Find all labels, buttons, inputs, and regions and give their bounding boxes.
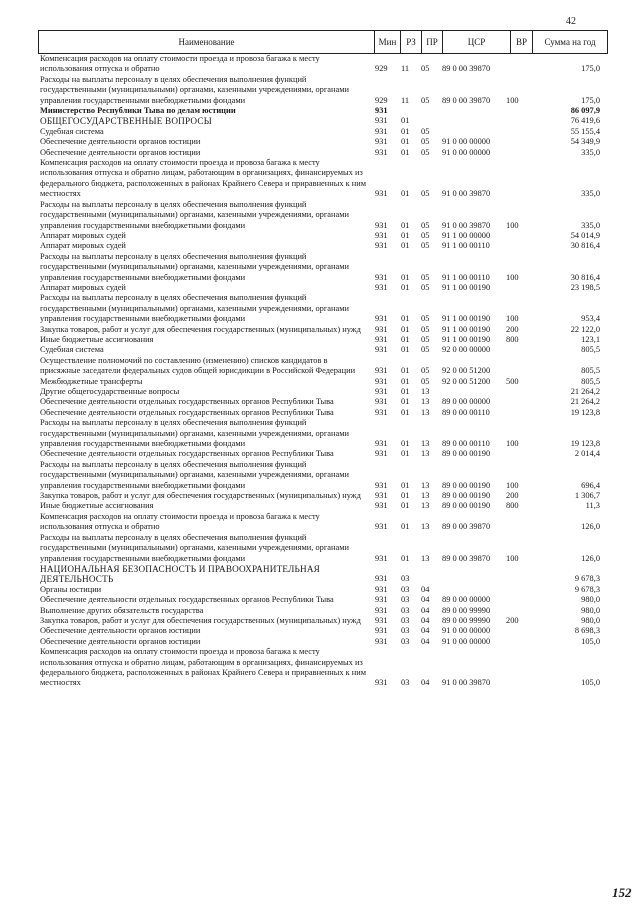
cell-csr: 92 0 00 51200 [442, 376, 491, 386]
cell-rz: 03 [401, 595, 410, 605]
cell-min: 931 [375, 230, 388, 240]
cell-pr: 13 [421, 501, 430, 511]
table-row [38, 148, 608, 158]
cell-vr: 800 [506, 334, 519, 344]
cell-min: 931 [375, 626, 388, 636]
cell-min: 931 [375, 220, 388, 230]
cell-csr: 89 0 00 39870 [442, 64, 491, 74]
cell-name: Обеспечение деятельности органов юстиции [40, 636, 201, 646]
cell-csr: 91 1 00 00190 [442, 334, 491, 344]
cell-sum: 55 155,4 [570, 126, 600, 136]
cell-sum: 805,5 [581, 345, 600, 355]
cell-csr: 91 0 00 39870 [442, 189, 491, 199]
cell-min: 931 [375, 137, 388, 147]
cell-vr: 200 [506, 324, 519, 334]
header-sum: Сумма на год [532, 31, 607, 53]
cell-min: 931 [375, 480, 388, 490]
cell-min: 931 [375, 522, 388, 532]
cell-rz: 01 [401, 397, 410, 407]
cell-min: 931 [375, 491, 388, 501]
header-vr: ВР [510, 31, 532, 53]
cell-csr: 89 0 00 99990 [442, 605, 491, 615]
cell-min: 931 [375, 584, 388, 594]
cell-min: 931 [375, 189, 388, 199]
cell-csr: 92 0 00 51200 [442, 366, 491, 376]
cell-rz: 03 [401, 678, 410, 688]
cell-sum: 175,0 [581, 95, 600, 105]
cell-name: Расходы на выплаты персоналу в целях обеспечения выполнения функций государственными (муниципальными) органами, казенными учреждениями, органами управления государственными внебюджетными фондами [40, 293, 349, 324]
table-row [38, 564, 608, 585]
cell-rz: 03 [401, 605, 410, 615]
cell-sum: 126,0 [581, 522, 600, 532]
cell-pr: 05 [421, 376, 430, 386]
table-row [38, 106, 608, 116]
cell-sum: 30 816,4 [570, 272, 600, 282]
cell-min: 931 [375, 345, 388, 355]
cell-min: 931 [375, 334, 388, 344]
cell-rz: 01 [401, 345, 410, 355]
table-row [38, 585, 608, 595]
cell-csr: 91 0 00 39870 [442, 220, 491, 230]
cell-sum: 696,4 [581, 480, 600, 490]
cell-name: Судебная система [40, 126, 104, 136]
cell-vr: 200 [506, 491, 519, 501]
cell-name: Расходы на выплаты персоналу в целях обеспечения выполнения функций государственными (муниципальными) органами, казенными учреждениями, органами управления государственными внебюджетными фондами [40, 199, 349, 230]
cell-name: ОБЩЕГОСУДАРСТВЕННЫЕ ВОПРОСЫ [40, 116, 212, 127]
cell-rz: 01 [401, 334, 410, 344]
cell-sum: 54 014,9 [570, 230, 600, 240]
cell-pr: 05 [421, 314, 430, 324]
cell-pr: 13 [421, 407, 430, 417]
cell-rz: 01 [401, 553, 410, 563]
cell-rz: 01 [401, 220, 410, 230]
cell-rz: 01 [401, 449, 410, 459]
cell-min: 931 [375, 636, 388, 646]
cell-csr: 89 0 00 00000 [442, 397, 491, 407]
cell-sum: 335,0 [581, 147, 600, 157]
cell-csr: 91 1 00 00000 [442, 230, 491, 240]
cell-pr: 04 [421, 615, 430, 625]
cell-pr: 05 [421, 126, 430, 136]
cell-sum: 105,0 [581, 636, 600, 646]
cell-pr: 05 [421, 230, 430, 240]
cell-vr: 100 [506, 220, 519, 230]
header-csr: ЦСР [442, 31, 510, 53]
cell-name: Компенсация расходов на оплату стоимости проезда и провоза багажа к месту использования отпуска и обратно [40, 54, 320, 74]
cell-pr: 04 [421, 605, 430, 615]
cell-min: 931 [375, 376, 388, 386]
table-row [38, 418, 608, 449]
cell-rz: 01 [401, 272, 410, 282]
header-pr: ПР [421, 31, 442, 53]
cell-sum: 953,4 [581, 314, 600, 324]
cell-min: 931 [375, 126, 388, 136]
header-name: Наименование [178, 37, 235, 47]
cell-name: Закупка товаров, работ и услуг для обеспечения государственных (муниципальных) нужд [40, 324, 361, 334]
table-row [38, 626, 608, 636]
cell-csr: 91 0 00 00000 [442, 147, 491, 157]
table-row [38, 252, 608, 283]
cell-min: 931 [375, 314, 388, 324]
cell-name: Министерство Республики Тыва по делам юстиции [40, 106, 236, 116]
cell-rz: 01 [401, 147, 410, 157]
cell-csr: 91 1 00 00110 [442, 272, 490, 282]
header-rz: РЗ [400, 31, 421, 53]
cell-pr: 04 [421, 678, 430, 688]
cell-sum: 335,0 [581, 220, 600, 230]
table-row [38, 606, 608, 616]
cell-rz: 03 [401, 626, 410, 636]
cell-sum: 23 198,5 [570, 282, 600, 292]
cell-csr: 89 0 00 00110 [442, 407, 490, 417]
table-row [38, 637, 608, 647]
cell-vr: 100 [506, 480, 519, 490]
cell-rz: 01 [401, 230, 410, 240]
cell-name: Аппарат мировых судей [40, 230, 126, 240]
cell-rz: 01 [401, 324, 410, 334]
table-row [38, 408, 608, 418]
cell-vr: 800 [506, 501, 519, 511]
cell-rz: 03 [401, 584, 410, 594]
cell-min: 931 [375, 501, 388, 511]
table-row [38, 647, 608, 689]
cell-min: 931 [375, 241, 388, 251]
cell-rz: 01 [401, 116, 410, 126]
cell-csr: 89 0 00 00190 [442, 501, 491, 511]
cell-rz: 01 [401, 137, 410, 147]
table-row [38, 293, 608, 324]
cell-pr: 05 [421, 345, 430, 355]
cell-pr: 05 [421, 366, 430, 376]
cell-name: Аппарат мировых судей [40, 241, 126, 251]
cell-csr: 89 0 00 39870 [442, 522, 491, 532]
table-row [38, 491, 608, 501]
cell-pr: 04 [421, 626, 430, 636]
cell-min: 931 [375, 147, 388, 157]
cell-pr: 05 [421, 272, 430, 282]
cell-rz: 01 [401, 491, 410, 501]
cell-sum: 9 678,3 [574, 584, 600, 594]
cell-name: Расходы на выплаты персоналу в целях обеспечения выполнения функций государственными (муниципальными) органами, казенными учреждениями, органами управления государственными внебюджетными фондами [40, 532, 349, 563]
cell-rz: 01 [401, 376, 410, 386]
cell-rz: 03 [401, 636, 410, 646]
cell-min: 931 [375, 116, 388, 126]
cell-vr: 500 [506, 376, 519, 386]
cell-min: 931 [375, 615, 388, 625]
table-row [38, 75, 608, 106]
table-header [38, 30, 608, 54]
cell-rz: 01 [401, 501, 410, 511]
cell-sum: 54 349,9 [570, 137, 600, 147]
table-row [38, 127, 608, 137]
cell-min: 929 [375, 64, 388, 74]
cell-name: Закупка товаров, работ и услуг для обеспечения государственных (муниципальных) нужд [40, 491, 361, 501]
cell-sum: 123,1 [581, 334, 600, 344]
cell-name: Обеспечение деятельности отдельных государственных органов Республики Тыва [40, 397, 334, 407]
cell-name: Органы юстиции [40, 584, 102, 594]
table-row [38, 449, 608, 459]
cell-pr: 13 [421, 491, 430, 501]
table-row [38, 116, 608, 126]
table-row [38, 345, 608, 355]
table-row [38, 137, 608, 147]
cell-pr: 13 [421, 480, 430, 490]
cell-min: 931 [375, 106, 388, 116]
cell-sum: 980,0 [581, 605, 600, 615]
table-row [38, 283, 608, 293]
cell-min: 929 [375, 95, 388, 105]
cell-rz: 01 [401, 126, 410, 136]
cell-pr: 05 [421, 241, 430, 251]
cell-name: Обеспечение деятельности отдельных государственных органов Республики Тыва [40, 407, 334, 417]
cell-name: Обеспечение деятельности отдельных государственных органов Республики Тыва [40, 595, 334, 605]
cell-rz: 11 [401, 64, 410, 74]
cell-min: 931 [375, 449, 388, 459]
cell-pr: 04 [421, 595, 430, 605]
cell-name: Иные бюджетные ассигнования [40, 334, 154, 344]
cell-pr: 05 [421, 64, 430, 74]
cell-sum: 21 264,2 [570, 387, 600, 396]
table-row [38, 595, 608, 605]
cell-name: Расходы на выплаты персоналу в целях обеспечения выполнения функций государственными (муниципальными) органами, казенными учреждениями, органами управления государственными внебюджетными фондами [40, 418, 349, 449]
table-row [38, 231, 608, 241]
cell-min: 931 [375, 595, 388, 605]
cell-pr: 05 [421, 282, 430, 292]
cell-csr: 89 0 00 00190 [442, 491, 491, 501]
cell-vr: 100 [506, 272, 519, 282]
cell-min: 931 [375, 553, 388, 563]
cell-pr: 05 [421, 137, 430, 147]
table-row [38, 533, 608, 564]
cell-min: 931 [375, 407, 388, 417]
table-row [38, 616, 608, 626]
cell-sum: 980,0 [581, 595, 600, 605]
cell-rz: 01 [401, 439, 410, 449]
table-row [38, 387, 608, 397]
cell-pr: 05 [421, 147, 430, 157]
cell-vr: 100 [506, 553, 519, 563]
cell-pr: 13 [421, 439, 430, 449]
cell-pr: 05 [421, 95, 430, 105]
cell-sum: 805,5 [581, 376, 600, 386]
cell-rz: 01 [401, 241, 410, 251]
table-row [38, 200, 608, 231]
cell-rz: 03 [401, 574, 410, 584]
cell-sum: 76 419,6 [570, 116, 600, 126]
cell-csr: 91 0 00 00000 [442, 636, 491, 646]
table-row [38, 335, 608, 345]
cell-vr: 200 [506, 615, 519, 625]
cell-min: 931 [375, 282, 388, 292]
cell-name: Закупка товаров, работ и услуг для обеспечения государственных (муниципальных) нужд [40, 615, 361, 625]
cell-name: Обеспечение деятельности органов юстиции [40, 147, 201, 157]
cell-pr: 04 [421, 584, 430, 594]
cell-sum: 22 122,0 [570, 324, 600, 334]
cell-name: Выполнение других обязательств государства [40, 605, 204, 615]
cell-min: 931 [375, 678, 388, 688]
cell-vr: 100 [506, 439, 519, 449]
cell-min: 931 [375, 366, 388, 376]
cell-csr: 91 0 00 39870 [442, 678, 491, 688]
cell-pr: 05 [421, 334, 430, 344]
cell-csr: 89 0 00 00000 [442, 595, 491, 605]
cell-min: 931 [375, 574, 388, 584]
cell-pr: 13 [421, 553, 430, 563]
cell-sum: 21 264,2 [570, 397, 600, 407]
cell-pr: 05 [421, 189, 430, 199]
table-row [38, 512, 608, 533]
cell-sum: 19 123,8 [570, 407, 600, 417]
cell-name: Расходы на выплаты персоналу в целях обеспечения выполнения функций государственными (муниципальными) органами, казенными учреждениями, органами управления государственными внебюджетными фондами [40, 74, 349, 105]
cell-rz: 01 [401, 282, 410, 292]
cell-min: 931 [375, 324, 388, 334]
cell-csr: 89 0 00 00190 [442, 480, 491, 490]
cell-csr: 89 0 00 39870 [442, 95, 491, 105]
cell-csr: 89 0 00 99990 [442, 615, 491, 625]
cell-csr: 91 1 00 00190 [442, 314, 491, 324]
cell-sum: 1 306,7 [574, 491, 600, 501]
header-min: Мин [374, 31, 400, 53]
table-row [38, 460, 608, 491]
cell-csr: 91 0 00 00000 [442, 137, 491, 147]
cell-pr: 13 [421, 387, 430, 396]
cell-min: 931 [375, 439, 388, 449]
cell-name: Осуществление полномочий по составлению (изменению) списков кандидатов в присяжные заседатели федеральных судов общей юрисдикции в Российской Федерации [40, 355, 356, 376]
cell-name: Межбюджетные трансферты [40, 376, 143, 386]
cell-rz: 01 [401, 314, 410, 324]
cell-sum: 9 678,3 [574, 574, 600, 584]
cell-sum: 86 097,9 [570, 106, 600, 116]
cell-rz: 03 [401, 615, 410, 625]
cell-sum: 335,0 [581, 189, 600, 199]
table-row [38, 501, 608, 511]
cell-pr: 05 [421, 220, 430, 230]
cell-rz: 01 [401, 480, 410, 490]
cell-csr: 89 0 00 00190 [442, 449, 491, 459]
cell-csr: 91 0 00 00000 [442, 626, 491, 636]
table-row [38, 377, 608, 387]
cell-sum: 8 698,3 [574, 626, 600, 636]
budget-table [38, 30, 608, 689]
table-row [38, 158, 608, 200]
cell-min: 931 [375, 397, 388, 407]
cell-name: Судебная система [40, 345, 104, 355]
cell-sum: 805,5 [581, 366, 600, 376]
cell-name: Обеспечение деятельности органов юстиции [40, 137, 201, 147]
table-body [38, 54, 608, 689]
cell-csr: 91 1 00 00190 [442, 324, 491, 334]
cell-name: Расходы на выплаты персоналу в целях обеспечения выполнения функций государственными (муниципальными) органами, казенными учреждениями, органами управления государственными внебюджетными фондами [40, 459, 349, 490]
cell-rz: 01 [401, 407, 410, 417]
cell-sum: 19 123,8 [570, 439, 600, 449]
table-row [38, 356, 608, 377]
cell-sum: 30 816,4 [570, 241, 600, 251]
cell-pr: 04 [421, 636, 430, 646]
cell-name: Обеспечение деятельности отдельных государственных органов Республики Тыва [40, 449, 334, 459]
cell-name: Аппарат мировых судей [40, 282, 126, 292]
cell-name: Обеспечение деятельности органов юстиции [40, 626, 201, 636]
cell-csr: 91 1 00 00190 [442, 282, 491, 292]
cell-name: Компенсация расходов на оплату стоимости проезда и провоза багажа к месту использования отпуска и обратно [40, 511, 320, 532]
cell-name: Компенсация расходов на оплату стоимости проезда и провоза багажа к месту использования отпуска и обратно лицам, работающим в организациях, финансируемых из федерального бюджета, расположенных в районах Крайнего Севера и приравненных к ним местностях [40, 647, 367, 688]
cell-rz: 11 [401, 95, 410, 105]
cell-rz: 01 [401, 189, 410, 199]
table-row [38, 241, 608, 251]
table-row [38, 54, 608, 75]
cell-rz: 01 [401, 387, 410, 396]
cell-sum: 126,0 [581, 553, 600, 563]
cell-name: Расходы на выплаты персоналу в целях обеспечения выполнения функций государственными (муниципальными) органами, казенными учреждениями, органами управления государственными внебюджетными фондами [40, 251, 349, 282]
cell-csr: 89 0 00 39870 [442, 553, 491, 563]
cell-pr: 13 [421, 522, 430, 532]
page-number: 42 [566, 16, 576, 27]
cell-min: 931 [375, 605, 388, 615]
cell-pr: 13 [421, 397, 430, 407]
cell-sum: 105,0 [581, 678, 600, 688]
cell-vr: 100 [506, 314, 519, 324]
cell-min: 931 [375, 272, 388, 282]
cell-csr: 92 0 00 00000 [442, 345, 491, 355]
corner-mark: 152 [612, 885, 632, 900]
cell-name: Другие общегосударственные вопросы [40, 387, 180, 396]
cell-sum: 2 014,4 [574, 449, 600, 459]
cell-sum: 11,3 [585, 501, 600, 511]
cell-csr: 89 0 00 00110 [442, 439, 490, 449]
table-row [38, 397, 608, 407]
cell-rz: 01 [401, 522, 410, 532]
cell-sum: 980,0 [581, 615, 600, 625]
cell-pr: 05 [421, 324, 430, 334]
cell-min: 931 [375, 387, 388, 396]
cell-name: Иные бюджетные ассигнования [40, 501, 154, 511]
cell-csr: 91 1 00 00110 [442, 241, 490, 251]
cell-vr: 100 [506, 95, 519, 105]
cell-sum: 175,0 [581, 64, 600, 74]
cell-name: Компенсация расходов на оплату стоимости проезда и провоза багажа к месту использования отпуска и обратно лицам, работающим в организациях, финансируемых из федерального бюджета, расположенных в районах Крайнего Севера и приравненных к ним местностях [40, 158, 367, 199]
cell-rz: 01 [401, 366, 410, 376]
table-row [38, 325, 608, 335]
cell-pr: 13 [421, 449, 430, 459]
cell-name: НАЦИОНАЛЬНАЯ БЕЗОПАСНОСТЬ И ПРАВООХРАНИТЕЛЬНАЯ ДЕЯТЕЛЬНОСТЬ [40, 563, 321, 585]
